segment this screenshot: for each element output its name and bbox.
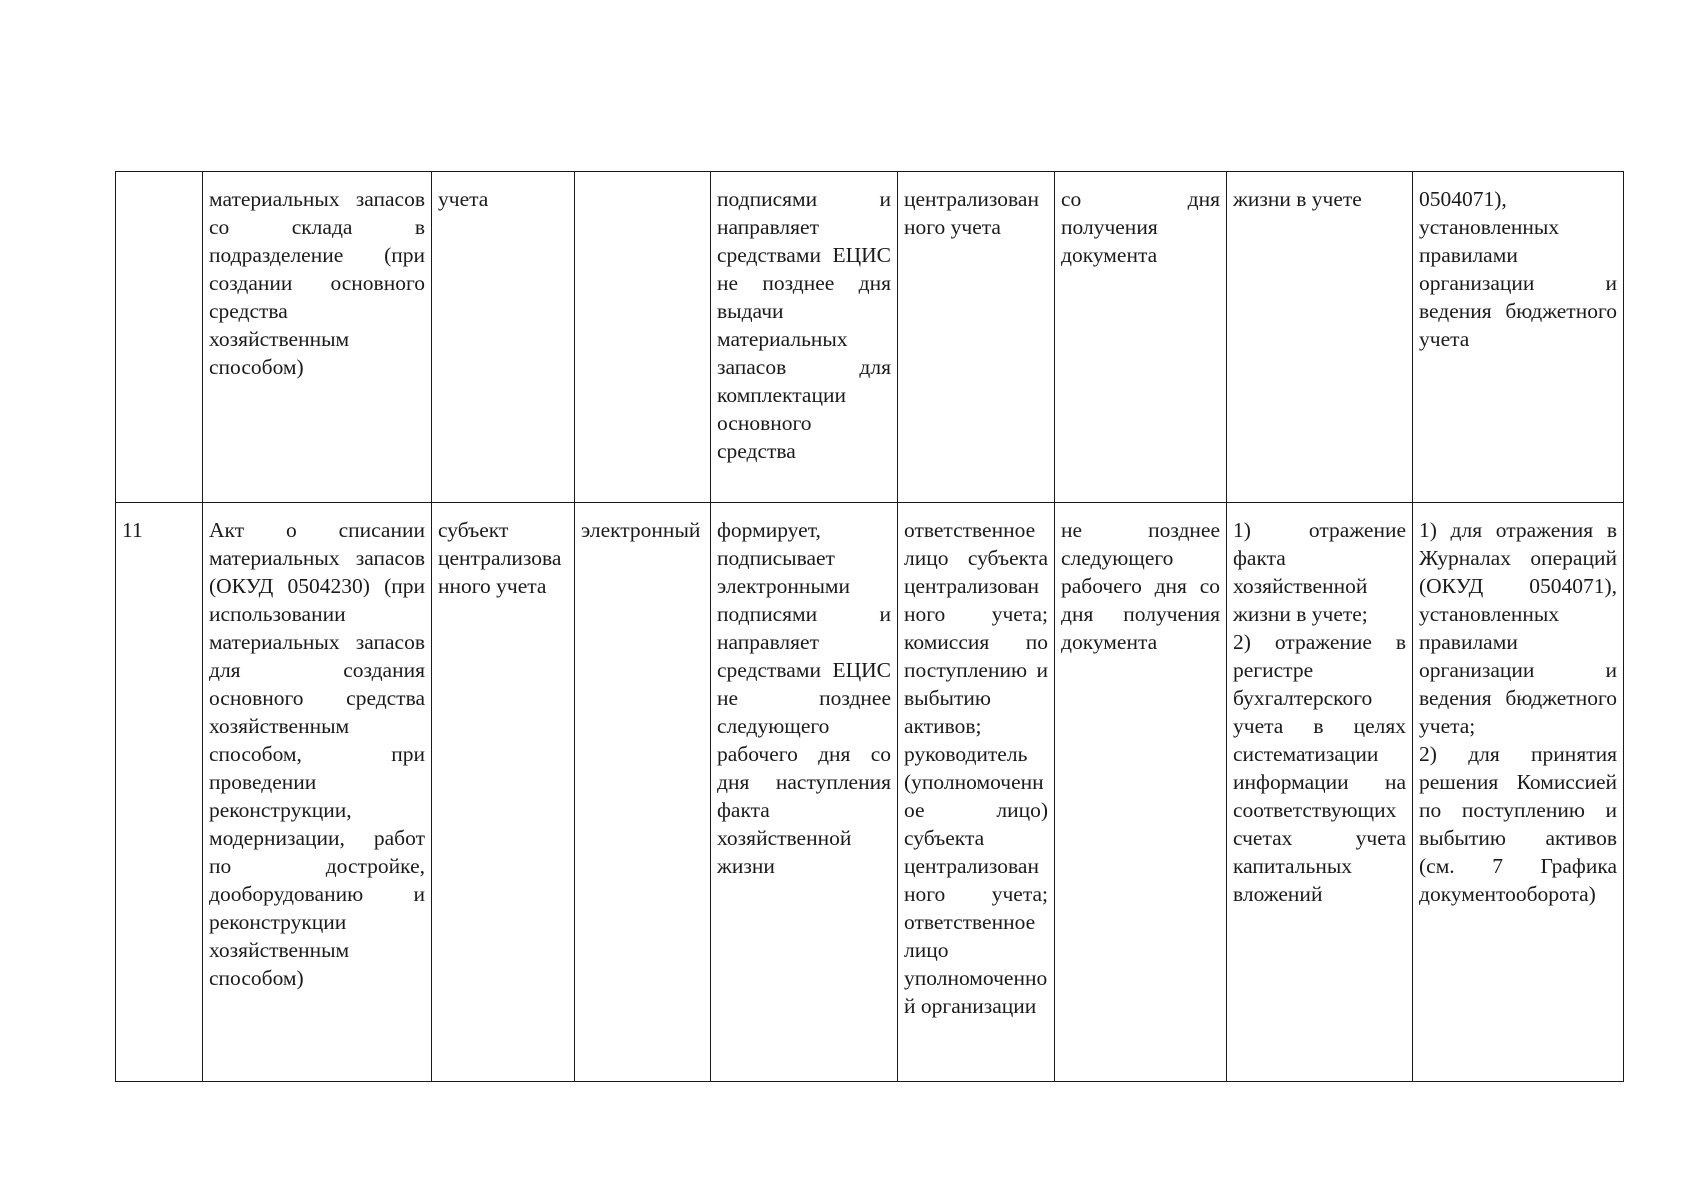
table-row xyxy=(116,172,1624,503)
purpose-cell xyxy=(1227,503,1413,1082)
purpose-item: 1) отражение факта хозяйственной жизни в учете; xyxy=(1233,518,1406,626)
recipient-cell: централизованного учета xyxy=(898,172,1055,503)
document-name-cell: материальных запасов со склада в подразделение (при создании основного средства хозяйственным способом) xyxy=(203,172,432,503)
row-number-cell xyxy=(116,172,203,503)
document-name-cell: Акт о списании материальных запасов (ОКУД 0504230) (при использовании материальных запасов для создания основного средства хозяйственным способом, при проведении реконструкции, модернизации, работ по достройке, дооборудованию и реконструкции хозяйственным способом) xyxy=(203,503,432,1082)
form-cell xyxy=(575,172,711,503)
purpose-cell: жизни в учете xyxy=(1227,172,1413,503)
form-cell: электронный xyxy=(575,503,711,1082)
usage-item: 1) для отражения в Журналах операций (ОКУД 0504071), установленных правилами организации и ведения бюджетного учета; xyxy=(1419,518,1617,738)
usage-cell xyxy=(1413,503,1624,1082)
usage-cell: 0504071), установленных правилами организации и ведения бюджетного учета xyxy=(1413,172,1624,503)
compiler-cell: субъект централизованного учета xyxy=(432,503,575,1082)
recipient-cell: ответственное лицо субъекта централизованного учета; комиссия по поступлению и выбытию активов; руководитель (уполномоченное лицо) субъекта централизованного учета; ответственное лицо уполномоченной организации xyxy=(898,503,1055,1082)
deadline-cell: со дня получения документа xyxy=(1055,172,1227,503)
action-cell: подписями и направляет средствами ЕЦИС не позднее дня выдачи материальных запасов для комплектации основного средства xyxy=(711,172,898,503)
action-cell: формирует, подписывает электронными подписями и направляет средствами ЕЦИС не позднее следующего рабочего дня со дня наступления факта хозяйственной жизни xyxy=(711,503,898,1082)
document-flow-table xyxy=(115,171,1624,1082)
table-row xyxy=(116,503,1624,1082)
row-number-cell: 11 xyxy=(116,503,203,1082)
usage-item: 2) для принятия решения Комиссией по поступлению и выбытию активов (см. 7 Графика документооборота) xyxy=(1419,742,1617,906)
purpose-item: 2) отражение в регистре бухгалтерского учета в целях систематизации информации на соответствующих счетах учета капитальных вложений xyxy=(1233,630,1406,906)
compiler-cell: учета xyxy=(432,172,575,503)
deadline-cell: не позднее следующего рабочего дня со дня получения документа xyxy=(1055,503,1227,1082)
